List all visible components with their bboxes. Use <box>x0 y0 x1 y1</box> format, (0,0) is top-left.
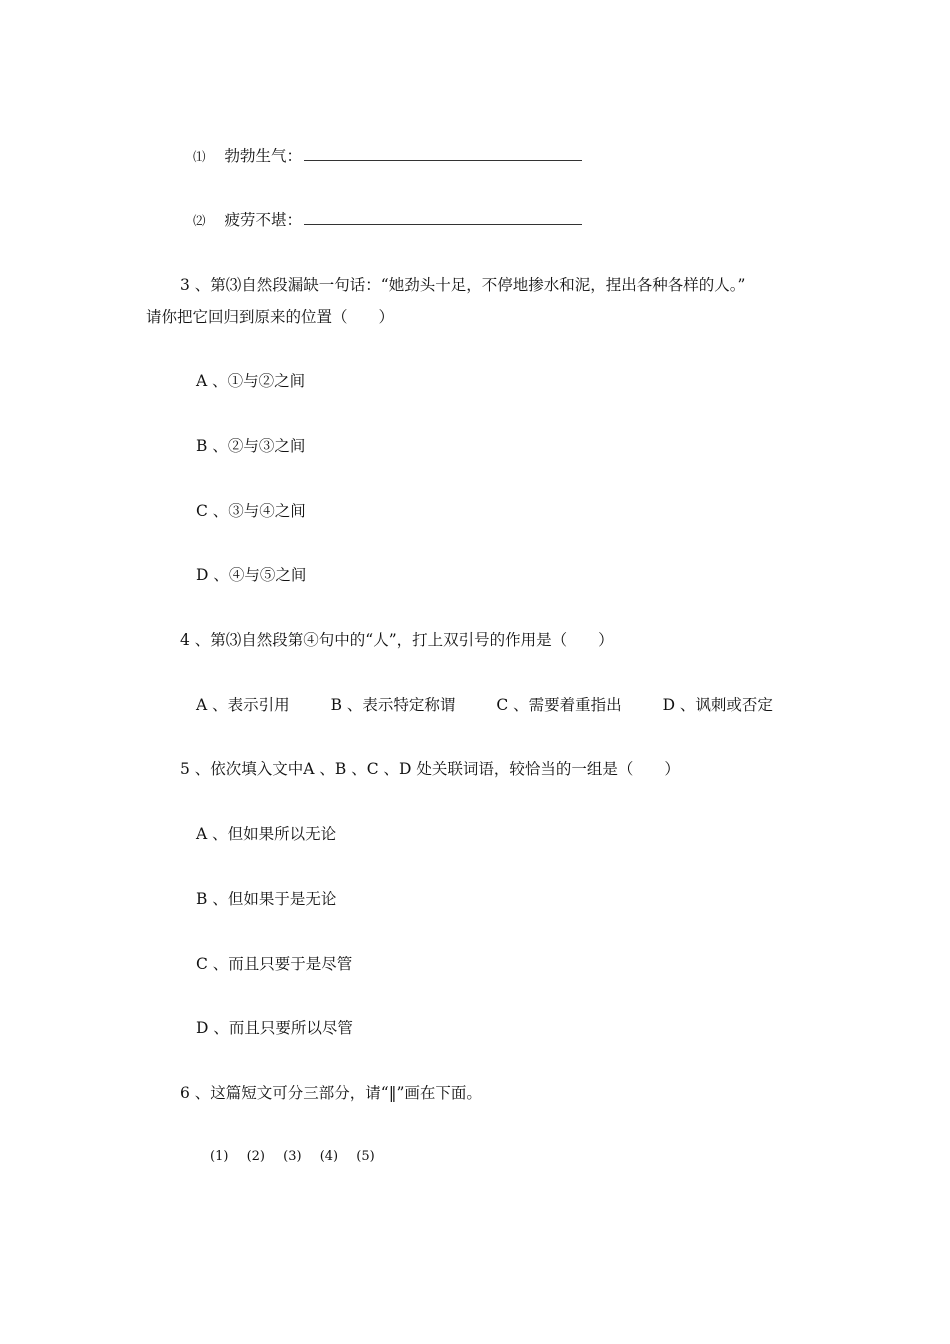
term-label: 疲劳不堪： <box>224 211 302 229</box>
answer-blank-1[interactable] <box>304 146 582 161</box>
q5-option-c: C 、而且只要于是尽管 <box>196 955 353 973</box>
question-3-line-2: 请你把它回归到原来的位置（ ） <box>146 308 395 326</box>
part-marker: (2) <box>246 1149 265 1164</box>
definition-line-2 <box>193 210 582 231</box>
q4-option-d: D 、讽刺或否定 <box>662 696 773 714</box>
question-5-stem: 5 、依次填入文中A 、B 、C 、D 处关联词语，较恰当的一组是（ ） <box>180 760 680 778</box>
q3-option-a: A 、①与②之间 <box>196 372 306 390</box>
term-label: 勃勃生气： <box>224 147 302 165</box>
q5-option-a: A 、但如果所以无论 <box>196 825 337 843</box>
q3-option-c: C 、③与④之间 <box>196 502 306 520</box>
q4-option-b: B 、表示特定称谓 <box>330 696 456 714</box>
q5-option-d: D 、而且只要所以尽管 <box>196 1019 353 1037</box>
q6-parts-row <box>210 1147 375 1167</box>
part-marker: (1) <box>210 1149 229 1164</box>
definition-line-1 <box>193 146 582 167</box>
part-marker: (3) <box>283 1149 302 1164</box>
q4-option-a: A 、表示引用 <box>196 696 290 714</box>
answer-blank-2[interactable] <box>304 210 582 225</box>
q3-option-d: D 、④与⑤之间 <box>196 566 307 584</box>
q3-option-b: B 、②与③之间 <box>196 437 306 455</box>
part-marker: (5) <box>356 1149 375 1164</box>
item-number: ⑴ <box>193 149 206 164</box>
part-marker: (4) <box>319 1149 339 1164</box>
item-number: ⑵ <box>193 213 206 228</box>
question-6-stem: 6 、这篇短文可分三部分，请“‖”画在下面。 <box>180 1084 482 1102</box>
q5-option-b: B 、但如果于是无论 <box>196 890 337 908</box>
question-4-stem: 4 、第⑶自然段第④句中的“人”，打上双引号的作用是（ ） <box>180 631 614 649</box>
q4-options-row <box>196 695 773 715</box>
question-3-line-1: 3 、第⑶自然段漏缺一句话：“她劲头十足，不停地掺水和泥，捏出各种各样的人。” <box>180 276 746 294</box>
q4-option-c: C 、需要着重指出 <box>496 696 622 714</box>
